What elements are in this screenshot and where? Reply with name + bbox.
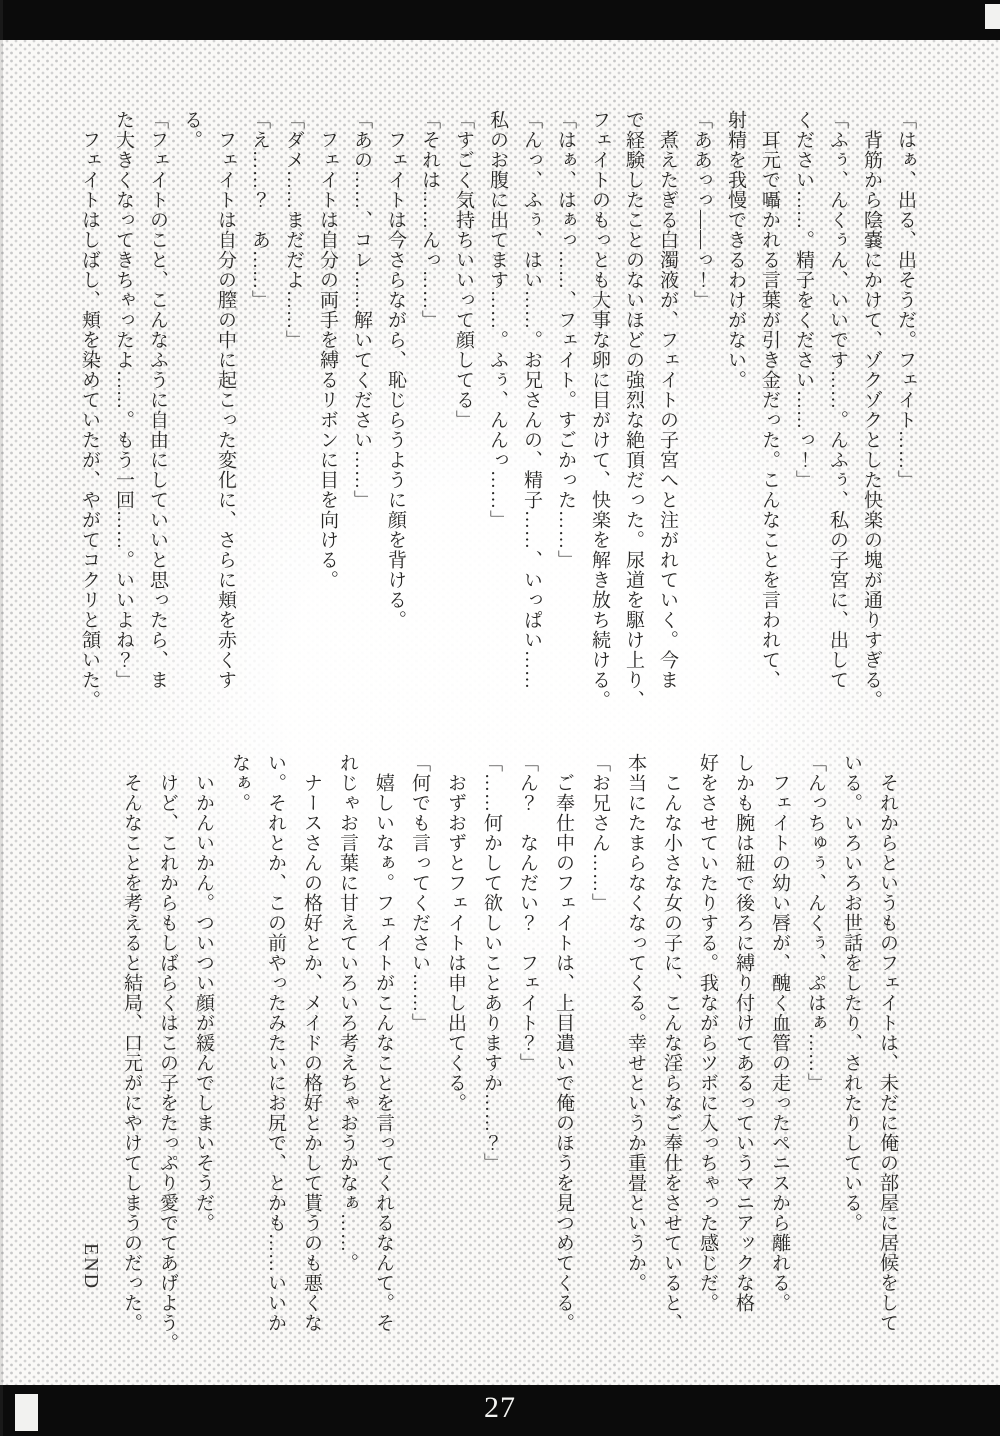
text-column: 私のお腹に出てます……。ふぅ、んんっ……」 [487,110,508,530]
text-column: なぁ。 [229,753,250,813]
top-border-bar [0,0,1000,40]
text-column: 「すごく気持ちいいって顔してる」 [453,110,474,430]
bottom-border-bar [0,1385,1000,1436]
text-column: 本当にたまらなくなってくる。幸せというか重畳というか。 [625,753,646,1293]
text-column: で経験したことのないほどの強烈な絶頂だった。尿道を駆け上り、 [623,110,644,710]
text-column: そんなことを考えると結局、口元がにやけてしまうのだった。 [121,753,142,1333]
text-column: 「……何かして欲しいことありますか……？」 [481,753,502,1173]
text-column: けど、これからもしばらくはこの子をたっぷり愛でてあげよう。 [157,753,178,1353]
text-column: それからというものフェイトは、未だに俺の部屋に居候をして [877,753,898,1333]
text-column: フェイトは自分の両手を縛るリボンに目を向ける。 [317,110,338,590]
end-label: END [80,1243,102,1291]
text-column: 「んっちゅぅ、んくぅ、ぷはぁ……」 [805,753,826,1093]
text-column: 煮えたぎる白濁液が、フェイトの子宮へと注がれていく。今ま [657,110,678,690]
text-column: 嬉しいなぁ。フェイトがこんなことを言ってくれるなんて。そ [373,753,394,1333]
text-column: 「ダメ……まだだよ……」 [283,110,304,350]
text-column: フェイトは今さらながら、恥じらうように顔を背ける。 [385,110,406,630]
text-column: 「え……？ あ……」 [249,110,270,310]
text-column: 「ふぅ、んくぅん、いいです……。んふぅ、私の子宮に、出して [827,110,848,690]
text-column: フェイトのもっとも大事な卵に目がけて、快楽を解き放ち続ける。 [589,110,610,710]
text-column: 好をさせていたりする。我ながらツボに入っちゃった感じだ。 [697,753,718,1313]
text-column: いかんいかん。ついつい顔が緩んでしまいそうだ。 [193,753,214,1233]
text-column: 「それは……んっ……」 [419,110,440,330]
text-column: しかも腕は紐で後ろに縛り付けてあるっていうマニアックな格 [733,753,754,1313]
text-column: フェイトは自分の膣の中に起こった変化に、さらに頬を赤くす [215,110,236,690]
text-column: ください……。精子をください……っ！」 [793,110,814,490]
text-column: 「ん？ なんだい？ フェイト？」 [517,753,538,1073]
text-column: いる。いろいろお世話をしたり、されたりしている。 [841,753,862,1233]
text-column: 「あの……、コレ……解いてください……」 [351,110,372,510]
text-column: 背筋から陰嚢にかけて、ゾクゾクとした快楽の塊が通りすぎる。 [861,110,882,710]
text-column: おずおずとフェイトは申し出てくる。 [445,753,466,1113]
text-column: る。 [181,110,202,150]
text-block-top [72,110,922,715]
text-column: 「はぁ、はぁっ……、フェイト。すごかった……」 [555,110,576,570]
text-column: こんな小さな女の子に、こんな淫らなご奉仕をさせていると、 [661,753,682,1333]
text-column: た大きくなってきちゃったよ……。もう一回……。いいよね？」 [113,110,134,690]
text-column: い。それとか、この前やったみたいにお尻で、とかも……いいか [265,753,286,1333]
text-column: 射精を我慢できるわけがない。 [725,110,746,390]
text-column: 「ああっっ――っ！」 [691,110,712,310]
text-column: 「フェイトのこと、こんなふうに自由にしていいと思ったら、ま [147,110,168,690]
text-column: 「何でも言ってください……」 [409,753,430,1033]
text-column: れじゃお言葉に甘えていろいろ考えちゃおうかなぁ……。 [337,753,358,1273]
text-column: フェイトはしばし、頬を染めていたが、やがてコクリと頷いた。 [79,110,100,710]
text-column: ご奉仕中のフェイトは、上目遣いで俺のほうを見つめてくる。 [553,753,574,1333]
text-column: フェイトの幼い唇が、醜く血管の走ったペニスから離れる。 [769,753,790,1313]
text-block-bottom [113,753,905,1358]
page-number: 27 [484,1391,516,1424]
text-column: 耳元で囁かれる言葉が引き金だった。こんなことを言われて、 [759,110,780,690]
text-column: 「んっ、ふぅ、はい……。お兄さんの、精子……、いっぱい…… [521,110,542,690]
text-column: 「はぁ、出る、出そうだ。フェイト……」 [895,110,916,490]
text-column: ナースさんの格好とか、メイドの格好とかして貰うのも悪くな [301,753,322,1333]
text-column: 「お兄さん……」 [589,753,610,913]
top-right-corner-notch [985,4,1000,29]
